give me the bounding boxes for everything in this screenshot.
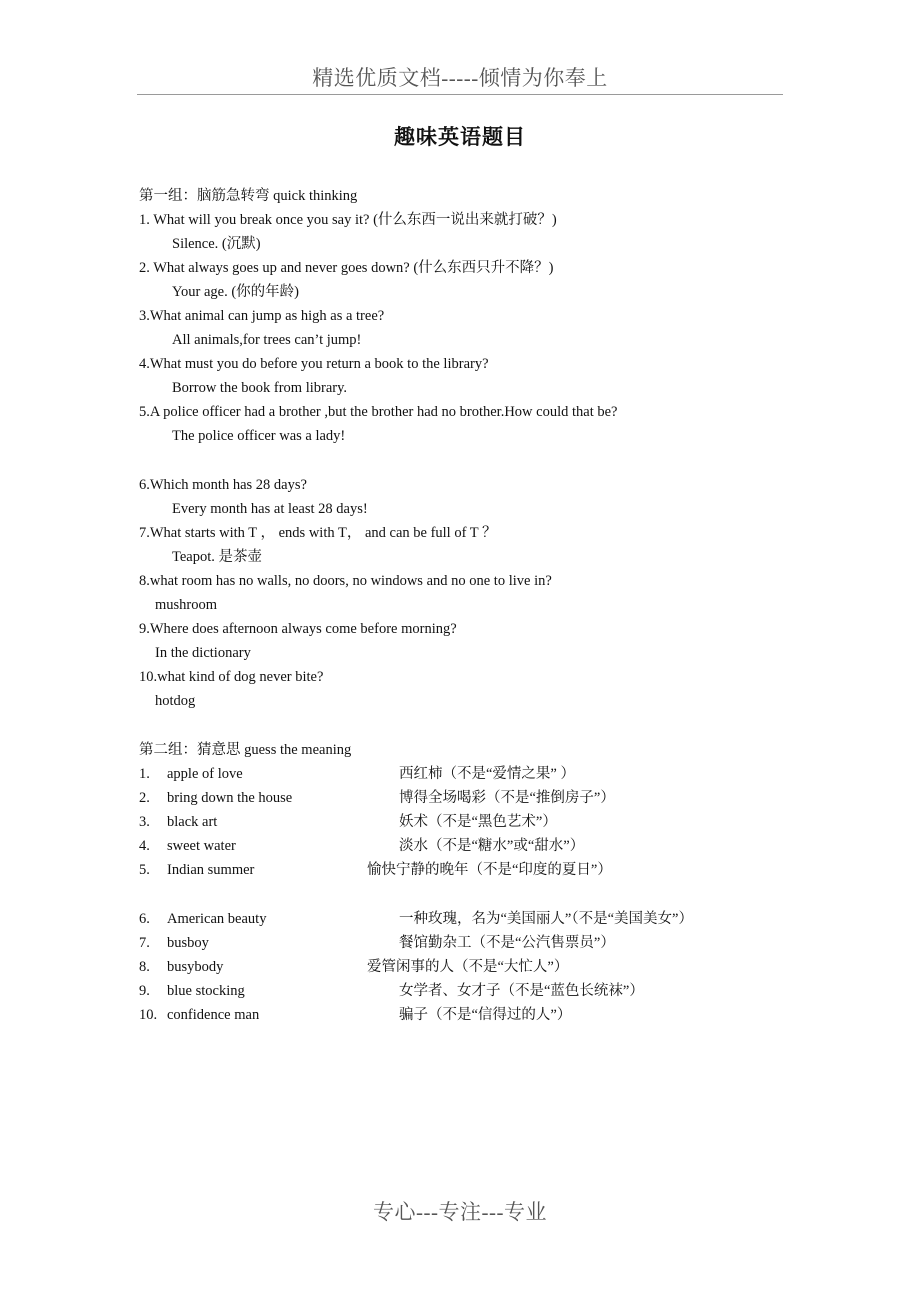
- item-meaning: 餐馆勤杂工（不是“公汽售票员”）: [399, 935, 615, 951]
- item-number: 8.: [139, 959, 150, 975]
- item-number: 6.: [139, 911, 150, 927]
- item-meaning: 一种玫瑰，名为“美国丽人”（不是“美国美女”）: [399, 911, 693, 927]
- item-term: blue stocking: [167, 983, 245, 999]
- item-term: Indian summer: [167, 862, 255, 878]
- answer-8: mushroom: [155, 597, 218, 613]
- item-term: busybody: [167, 959, 224, 975]
- answer-4: Borrow the book from library.: [172, 380, 348, 396]
- item-meaning: 淡水（不是“糖水”或“甜水”）: [399, 838, 585, 854]
- answer-7: Teapot. 是茶壶: [172, 549, 262, 565]
- question-7: 7.What starts with T ， ends with T， and can be full of T ？: [139, 525, 497, 541]
- item-meaning: 女学者、女才子（不是“蓝色长统袜”）: [399, 983, 644, 999]
- section2-heading: 第二组：猜意思 guess the meaning: [139, 742, 352, 758]
- item-number: 9.: [139, 983, 150, 999]
- answer-2: Your age. (你的年龄): [172, 284, 300, 300]
- item-term: sweet water: [167, 838, 236, 854]
- question-10: 10.what kind of dog never bite?: [139, 669, 324, 685]
- item-number: 10.: [139, 1007, 158, 1023]
- item-term: busboy: [167, 935, 209, 951]
- item-term: apple of love: [167, 766, 243, 782]
- item-meaning: 西红柿（不是“爱情之果” ）: [399, 766, 575, 782]
- item-term: bring down the house: [167, 790, 293, 806]
- item-number: 2.: [139, 790, 150, 806]
- answer-10: hotdog: [155, 693, 196, 709]
- item-number: 1.: [139, 766, 150, 782]
- answer-5: The police officer was a lady!: [172, 428, 346, 444]
- page-header: 精选优质文档-----倾情为你奉上: [312, 66, 608, 90]
- item-number: 5.: [139, 862, 150, 878]
- item-term: American beauty: [167, 911, 267, 927]
- item-meaning: 愉快宁静的晚年（不是“印度的夏日”）: [367, 862, 612, 878]
- answer-6: Every month has at least 28 days!: [172, 501, 368, 517]
- answer-9: In the dictionary: [155, 645, 251, 661]
- header-divider: [137, 94, 783, 95]
- item-meaning: 妖术（不是“黑色艺术”）: [399, 814, 557, 830]
- answer-3: All animals,for trees can’t jump!: [172, 332, 362, 348]
- item-meaning: 博得全场喝彩（不是“推倒房子”）: [399, 790, 615, 806]
- question-1: 1. What will you break once you say it? (什么东西一说出来就打破？): [139, 212, 557, 228]
- item-number: 3.: [139, 814, 150, 830]
- question-8: 8.what room has no walls, no doors, no windows and no one to live in?: [139, 573, 552, 589]
- answer-1: Silence. (沉默): [172, 236, 261, 252]
- question-5: 5.A police officer had a brother ,but the brother had no brother.How could that be?: [139, 404, 618, 420]
- question-2: 2. What always goes up and never goes down? (什么东西只升不降？): [139, 260, 554, 276]
- item-meaning: 骗子（不是“信得过的人”）: [399, 1007, 572, 1023]
- item-number: 4.: [139, 838, 150, 854]
- item-meaning: 爱管闲事的人（不是“大忙人”）: [367, 959, 569, 975]
- question-4: 4.What must you do before you return a book to the library?: [139, 356, 489, 372]
- section1-heading: 第一组：脑筋急转弯 quick thinking: [139, 188, 358, 204]
- question-9: 9.Where does afternoon always come before morning?: [139, 621, 457, 637]
- item-term: black art: [167, 814, 218, 830]
- page-footer: 专心---专注---专业: [373, 1200, 547, 1224]
- item-number: 7.: [139, 935, 150, 951]
- question-3: 3.What animal can jump as high as a tree?: [139, 308, 385, 324]
- question-6: 6.Which month has 28 days?: [139, 477, 307, 493]
- item-term: confidence man: [167, 1007, 260, 1023]
- document-title: 趣味英语题目: [394, 125, 526, 149]
